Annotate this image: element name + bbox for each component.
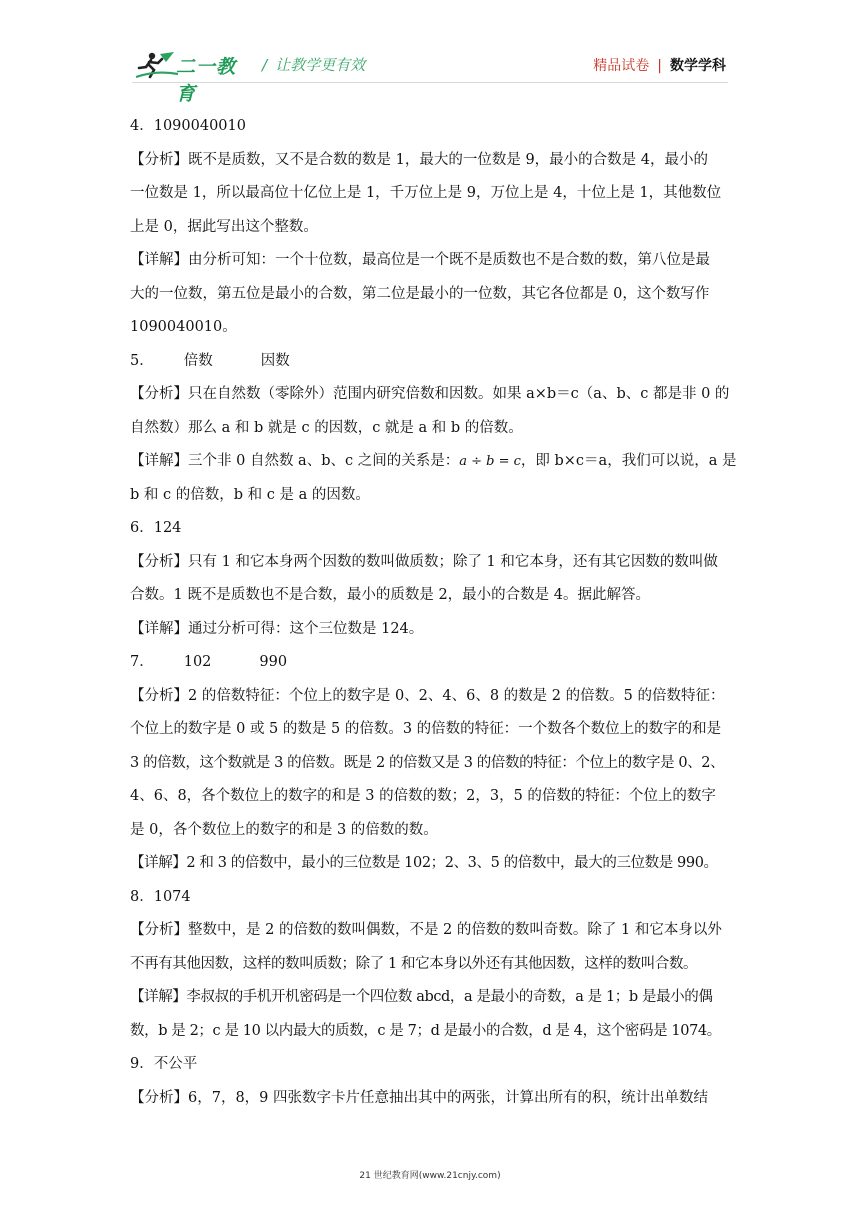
q5-number: 5． [130,352,154,369]
q6-detail-line: 【详解】通过分析可得：这个三位数是 124。 [130,620,424,637]
q7-analysis-line: 3 的倍数，这个数就是 3 的倍数。既是 2 的倍数又是 3 的倍数的特征：个位上的数字是 0、2、 [130,754,725,771]
q7-analysis-line: 【分析】2 的倍数特征：个位上的数字是 0、2、4、6、8 的数是 2 的倍数。5 的倍数特征： [130,687,725,704]
slogan-slash: / [262,56,268,74]
page-footer: 21 世纪教育网(www.21cnjy.com) [359,1171,501,1181]
q7-analysis-line: 个位上的数字是 0 或 5 的数是 5 的倍数。3 的倍数的特征：一个数各个数位上的数字的和是 [130,721,722,737]
logo [136,50,246,105]
slogan-text: 让教学更有效 [275,56,366,74]
q4-detail-line: 【详解】由分析可知：一个十位数，最高位是一个既不是质数也不是合数的数，第八位是最 [130,252,710,268]
q5-detail-line: b 和 c 的倍数，b 和 c 是 a 的因数。 [130,486,370,503]
header-divider [132,82,728,83]
q5-analysis-line: 自然数）那么 a 和 b 就是 c 的因数，c 就是 a 和 b 的倍数。 [130,419,523,436]
tag-subject: 数学学科 [670,58,726,74]
q4-title: 4．1090040010 [130,118,246,134]
slogan [262,54,365,75]
q5-detail-pre: 【详解】三个非 0 自然数 a、b、c 之间的关系是： [130,453,460,469]
q9-title: 9．不公平 [130,1056,198,1072]
logo-text: 二一教育 [176,56,237,105]
q6-analysis-line: 【分析】只有 1 和它本身两个因数的数叫做质数；除了 1 和它本身，还有其它因数的数叫做 [130,553,718,570]
q7-answer-1: 102 [183,654,212,670]
q5-detail-line [130,445,737,479]
q7-number: 7． [130,654,154,670]
q4-analysis-line: 一位数是 1，所以最高位十亿位上是 1，千万位上是 9，万位上是 4，十位上是 1，其他数位 [130,185,722,201]
q5-title [130,345,730,379]
q7-answer-2: 990 [259,654,288,670]
q4-analysis-line: 【分析】既不是质数，又不是合数的数是 1，最大的一位数是 9，最小的合数是 4，最小的 [130,151,708,168]
q6-title: 6．124 [130,520,182,536]
answer-content [130,110,737,1115]
q4-analysis-line: 上是 0，据此写出这个整数。 [130,218,318,235]
q9-analysis-line: 【分析】6，7，8，9 四张数字卡片任意抽出其中的两张，计算出所有的积，统计出单数结 [130,1089,709,1106]
q8-analysis-line: 【分析】整数中，是 2 的倍数的数叫偶数，不是 2 的倍数的数叫奇数。除了 1 和它本身以外 [130,922,722,938]
tag-premium-paper: 精品试卷 [593,58,650,74]
q5-detail-post: ，即 b×c＝a，我们可以说，a 是 [520,453,737,469]
runner-logo-icon [136,50,180,80]
q5-analysis-line: 【分析】只在自然数（零除外）范围内研究倍数和因数。如果 a×b＝c（a、b、c 都是非 0 的 [130,386,730,402]
q5-answer-2: 因数 [260,352,290,369]
q7-title [130,646,730,680]
q8-detail-line: 数，b 是 2；c 是 10 以内最大的质数，c 是 7；d 是最小的合数，d 是 4，这个密码是 1074。 [130,1022,721,1039]
q4-detail-line: 1090040010。 [130,319,237,335]
q7-detail-line: 【详解】2 和 3 的倍数中，最小的三位数是 102；2、3、5 的倍数中，最大的三位数是 990。 [130,855,718,871]
q7-analysis-line: 4、6、8，各个数位上的数字的和是 3 的倍数的数；2，3，5 的倍数的特征：个位上的数字 [130,788,716,804]
q7-analysis-line: 是 0，各个数位上的数字的和是 3 的倍数的数。 [130,821,438,838]
q6-analysis-line: 合数。1 既不是质数也不是合数，最小的质数是 2，最小的合数是 4。据此解答。 [130,587,651,603]
q8-detail-line: 【详解】李叔叔的手机开机密码是一个四位数 abcd，a 是最小的奇数，a 是 1；b 是最小的偶 [130,989,713,1005]
q8-title: 8．1074 [130,888,191,905]
q5-detail-formula: a ÷ b = c [459,454,521,469]
q8-analysis-line: 不再有其他因数，这样的数叫质数；除了 1 和它本身以外还有其他因数，这样的数叫合数。 [130,955,698,972]
tag-separator: | [657,58,662,74]
q5-answer-1: 倍数 [183,352,213,369]
q4-detail-line: 大的一位数，第五位是最小的合数，第二位是最小的一位数，其它各位都是 0，这个数写作 [130,285,710,302]
header-tags [593,55,726,75]
page-header [0,0,860,105]
